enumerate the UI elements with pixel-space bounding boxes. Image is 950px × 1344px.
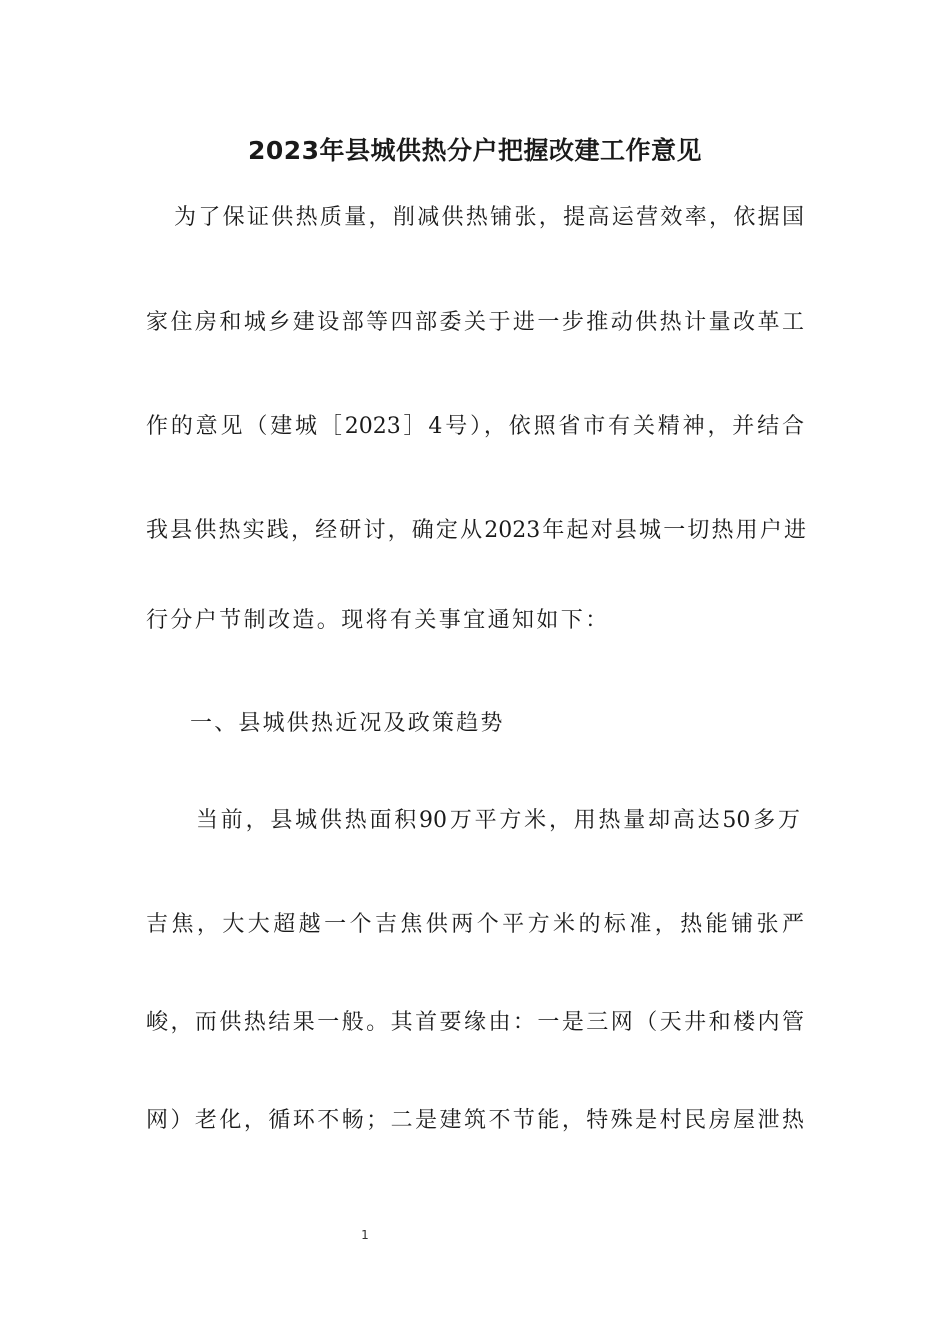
paragraph-line: 家住房和城乡建设部等四部委关于进一步推动供热计量改革工	[146, 310, 804, 335]
document-title: 2023年县城供热分户把握改建工作意见	[247, 136, 703, 165]
section-heading: 一、县城供热近况及政策趋势	[190, 711, 505, 736]
paragraph-line: 我县供热实践，经研讨，确定从2023年起对县城一切热用户进	[146, 518, 806, 543]
page-number: 1	[361, 1228, 369, 1242]
paragraph-line: 当前，县城供热面积90万平方米，用热量却高达50多万	[196, 808, 800, 833]
paragraph-line: 作的意见（建城［2023］4号），依照省市有关精神，并结合	[146, 414, 804, 439]
paragraph-line: 行分户节制改造。现将有关事宜通知如下：	[146, 608, 610, 633]
paragraph-line: 吉焦，大大超越一个吉焦供两个平方米的标准，热能铺张严	[146, 912, 804, 937]
paragraph-line: 为了保证供热质量，削减供热铺张，提高运营效率，依据国	[174, 205, 804, 230]
paragraph-line: 峻，而供热结果一般。其首要缘由：一是三网（天井和楼内管	[146, 1010, 804, 1035]
paragraph-line: 网）老化，循环不畅；二是建筑不节能，特殊是村民房屋泄热	[146, 1108, 804, 1133]
